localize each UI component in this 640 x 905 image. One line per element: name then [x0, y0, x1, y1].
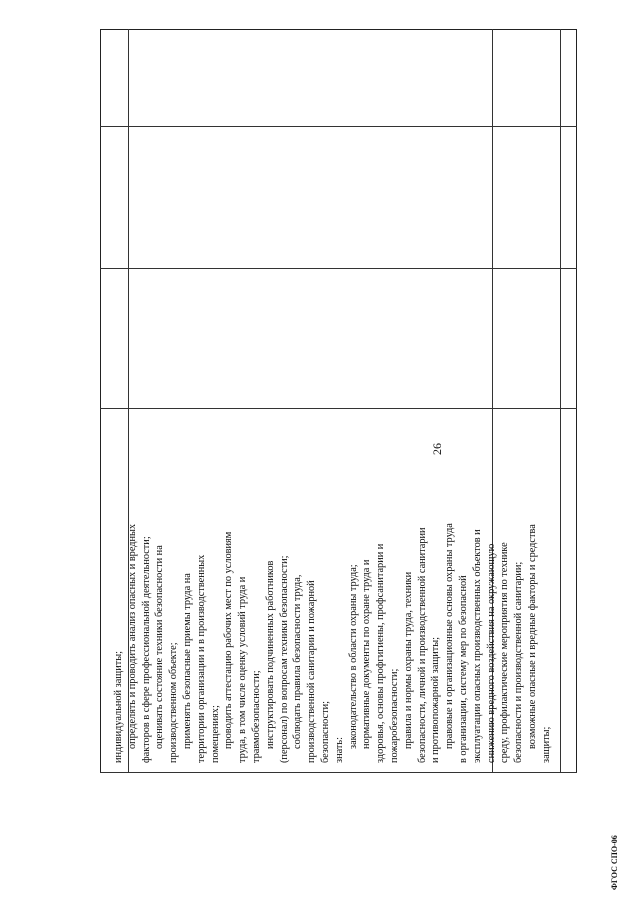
content-line: безопасности и производственной санитарии;	[513, 561, 525, 763]
table-left-border	[100, 772, 577, 773]
content-line: территории организации и в производственных	[195, 554, 207, 763]
content-line: защиты;	[540, 726, 552, 763]
content-line: производственной санитарии и пожарной	[306, 580, 318, 763]
content-line: безопасности, личной и производственной санитарии	[416, 527, 428, 763]
content-line: помещениях;	[209, 705, 221, 763]
content-line: применять безопасные приемы труда на	[181, 573, 193, 749]
content-line: нормативные документы по охране труда и	[361, 559, 373, 749]
table-row-divider	[100, 126, 577, 127]
content-line: индивидуальной защиты;	[113, 651, 124, 763]
content-line: факторов в сфере профессиональной деятельности;	[140, 536, 152, 763]
content-line: и противопожарной защиты;	[430, 636, 442, 763]
table-cell-competencies	[112, 413, 562, 763]
content-line: эксплуатации опасных производственных объектов и	[471, 529, 483, 763]
table-row-divider	[100, 268, 577, 269]
content-line: законодательство в области охраны труда;	[347, 564, 359, 749]
content-line: инструктировать подчиненных работников	[264, 560, 276, 749]
content-line: производственном объекте;	[168, 642, 180, 763]
content-line: в организации, систему мер по безопасной	[457, 575, 469, 763]
content-line: соблюдать правила безопасности труда,	[292, 574, 304, 749]
footer-document-code: ФГОС СПО-06	[610, 835, 619, 890]
content-line: среду, профилактические мероприятия по технике	[499, 542, 511, 763]
content-line: снижению вредного воздействия на окружающую	[485, 543, 497, 763]
content-line: правовые и организационные основы охраны труда	[444, 523, 456, 749]
content-line: проводить аттестацию рабочих мест по условиям	[223, 531, 235, 749]
content-line: пожаробезопасности;	[388, 668, 400, 763]
content-line: знать:	[333, 737, 345, 763]
content-line: возможные опасные и вредные факторы и средства	[526, 524, 538, 749]
content-line: правила и нормы охраны труда, техники	[402, 571, 414, 749]
content-line: определять и проводить анализ опасных и вредных	[126, 523, 138, 749]
content-line: (персонал) по вопросам техники безопасности;	[278, 555, 290, 763]
content-line: оценивать состояние техники безопасности на	[154, 545, 166, 749]
content-line: здоровья, основы профгигиены, профсанитарии и	[375, 543, 387, 763]
content-line: травмобезопасности;	[250, 670, 262, 763]
table-row-divider	[100, 408, 577, 409]
content-line: безопасности;	[319, 701, 331, 763]
content-line: труда, в том числе оценку условий труда и	[237, 576, 249, 763]
page-number: 26	[430, 443, 444, 455]
